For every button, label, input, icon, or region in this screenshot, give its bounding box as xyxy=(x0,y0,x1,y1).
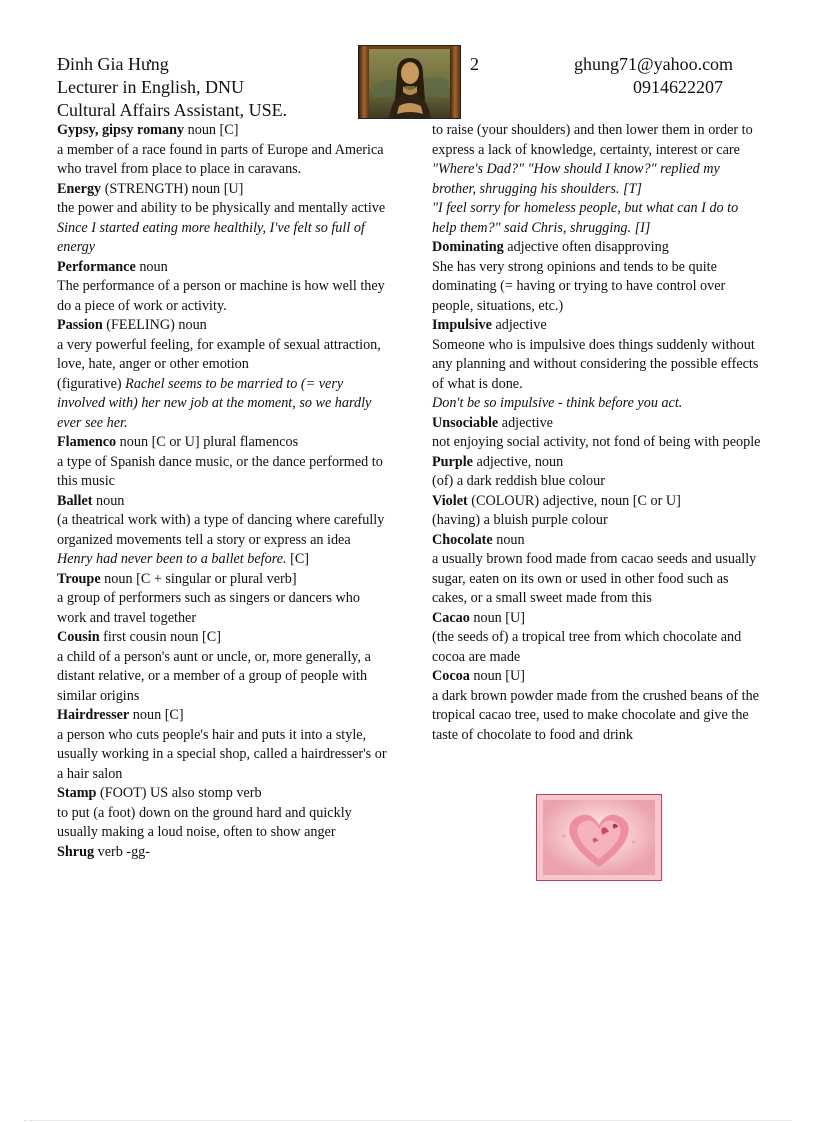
definition-text: Someone who is impulsive does things suddenly without any planning and without considering the possible effects of what is done. xyxy=(432,336,759,392)
example-sentence: Don't be so impulsive - think before you act. xyxy=(432,395,683,411)
left-column xyxy=(57,121,387,862)
headword: Ballet xyxy=(57,492,93,509)
definition-text: a child of a person's aunt or uncle, or, more generally, a distant relative, or a member of a group of people with similar origins xyxy=(57,648,371,704)
definition-with-example xyxy=(57,375,387,434)
part-of-speech: adjective often disapproving xyxy=(503,239,669,255)
definition-text: (having) a bluish purple colour xyxy=(432,512,608,528)
headword: Gypsy, gipsy romany xyxy=(57,122,185,138)
entry-headword-line xyxy=(432,316,762,336)
definition-text: a usually brown food made from cacao seeds and usually sugar, eaten on its own or used in other food such as cakes, or a small sweet made from this xyxy=(432,551,757,606)
headword: Cocoa xyxy=(432,668,470,684)
example-sentence: Since I started eating more healthily, I've felt so full of energy xyxy=(57,219,365,255)
author-name: Đinh Gia Hưng xyxy=(57,54,169,74)
headword: Chocolate xyxy=(432,531,493,548)
example-with-code xyxy=(57,550,387,570)
author-affiliation: Cultural Affairs Assistant, USE. xyxy=(57,100,288,120)
part-of-speech: adjective xyxy=(498,414,553,431)
definition-text: a type of Spanish dance music, or the dance performed to this music xyxy=(57,453,383,489)
entry-headword-line xyxy=(432,492,762,512)
headword: Performance xyxy=(57,258,136,275)
headword: Impulsive xyxy=(432,317,492,333)
definition-text: a person who cuts people's hair and puts it into a style, usually working in a special shop, called a hairdresser's or a hair salon xyxy=(57,726,387,782)
entry-headword-line xyxy=(432,667,762,687)
part-of-speech: (COLOUR) adjective, noun [C or U] xyxy=(467,492,681,509)
definition-text: a very powerful feeling, for example of sexual attraction, love, hate, anger or other emotion xyxy=(57,336,381,372)
part-of-speech: noun [C + singular or plural verb] xyxy=(100,570,297,587)
entry-headword-line xyxy=(57,843,387,863)
right-column xyxy=(432,121,762,745)
definition-text: The performance of a person or machine is how well they do a piece of work or activity. xyxy=(57,278,385,314)
author-title: Lecturer in English, DNU xyxy=(57,77,244,97)
part-of-speech: noun [U] xyxy=(469,668,525,684)
entry-headword-line xyxy=(57,784,387,804)
definition-text: a group of performers such as singers or dancers who work and travel together xyxy=(57,590,360,626)
part-of-speech: noun [C or U] plural flamencos xyxy=(116,434,299,450)
example-sentence: Henry had never been to a ballet before. xyxy=(57,551,287,567)
part-of-speech: adjective xyxy=(491,317,547,333)
part-of-speech: (FOOT) US also stomp verb xyxy=(96,785,262,801)
headword: Troupe xyxy=(57,570,101,587)
entry-headword-line xyxy=(57,258,387,278)
example-sentence: "I feel sorry for homeless people, but what can I do to help them?" said Chris, shrugging. [I] xyxy=(432,200,739,236)
headword: Cousin xyxy=(57,629,100,645)
headword: Flamenco xyxy=(57,434,117,450)
definition-text: a member of a race found in parts of Europe and America who travel from place to place in caravans. xyxy=(57,141,384,177)
definition-text: to put (a foot) down on the ground hard and quickly usually making a loud noise, often to show anger xyxy=(57,804,352,840)
part-of-speech: first cousin noun [C] xyxy=(99,629,221,645)
grammar-code: [C] xyxy=(286,551,310,567)
entry-headword-line xyxy=(57,706,387,726)
headword: Unsociable xyxy=(432,414,499,431)
entry-headword-line xyxy=(432,414,762,434)
entry-headword-line xyxy=(432,238,762,258)
definition-text: (of) a dark reddish blue colour xyxy=(432,473,605,489)
entry-headword-line xyxy=(432,531,762,551)
headword: Hairdresser xyxy=(57,707,130,723)
entry-headword-line xyxy=(57,121,387,141)
headword: Cacao xyxy=(432,609,470,626)
definition-text: She has very strong opinions and tends to be quite dominating (= having or trying to have control over people, situations, etc.) xyxy=(432,258,726,314)
part-of-speech: noun xyxy=(135,258,168,275)
part-of-speech: noun xyxy=(492,531,525,548)
definition-text: a dark brown powder made from the crushed beans of the tropical cacao tree, used to make chocolate and give the taste of chocolate to food and drink xyxy=(432,687,759,743)
headword: Violet xyxy=(432,492,468,509)
headword: Energy xyxy=(57,180,102,197)
headword: Passion xyxy=(57,317,103,333)
part-of-speech: (FEELING) noun xyxy=(102,317,207,333)
author-email: ghung71@yahoo.com xyxy=(574,54,734,74)
heart-card-icon xyxy=(536,794,662,881)
entry-headword-line xyxy=(432,609,762,629)
headword: Purple xyxy=(432,453,473,470)
entry-headword-line xyxy=(57,628,387,648)
example-sentence: "Where's Dad?" "How should I know?" replied my brother, shrugging his shoulders. [T] xyxy=(432,161,720,197)
entry-headword-line xyxy=(57,433,387,453)
headword: Dominating xyxy=(432,239,504,255)
part-of-speech: noun [U] xyxy=(469,609,525,626)
definition-text: (the seeds of) a tropical tree from which chocolate and cocoa are made xyxy=(432,629,742,665)
definition-text: (a theatrical work with) a type of dancing where carefully organized movements tell a story or express an idea xyxy=(57,512,385,548)
entry-headword-line xyxy=(57,316,387,336)
part-of-speech: (STRENGTH) noun [U] xyxy=(101,180,244,197)
part-of-speech: adjective, noun xyxy=(472,453,564,470)
entry-headword-line xyxy=(432,453,762,473)
entry-headword-line xyxy=(57,180,387,200)
usage-label: (figurative) xyxy=(57,375,126,392)
part-of-speech: noun xyxy=(92,492,125,509)
part-of-speech: noun [C] xyxy=(184,122,239,138)
portrait-painting-icon xyxy=(358,45,461,119)
entry-headword-line xyxy=(57,570,387,590)
headword: Shrug xyxy=(57,843,95,860)
part-of-speech: noun [C] xyxy=(129,707,184,723)
definition-text: the power and ability to be physically and mentally active xyxy=(57,200,386,216)
footer-divider xyxy=(24,1120,792,1121)
author-phone: 0914622207 xyxy=(633,77,723,97)
definition-text: not enjoying social activity, not fond of being with people xyxy=(432,434,761,450)
page-number: 2 xyxy=(470,54,479,74)
headword: Stamp xyxy=(57,785,97,801)
definition-text: to raise (your shoulders) and then lower them in order to express a lack of knowledge, certainty, interest or care xyxy=(432,122,753,158)
entry-headword-line xyxy=(57,492,387,512)
example-sentence: Rachel seems to be married to (= very involved with) her new job at the moment, so we hardly ever see her. xyxy=(57,375,372,431)
part-of-speech: verb -gg- xyxy=(94,843,151,860)
